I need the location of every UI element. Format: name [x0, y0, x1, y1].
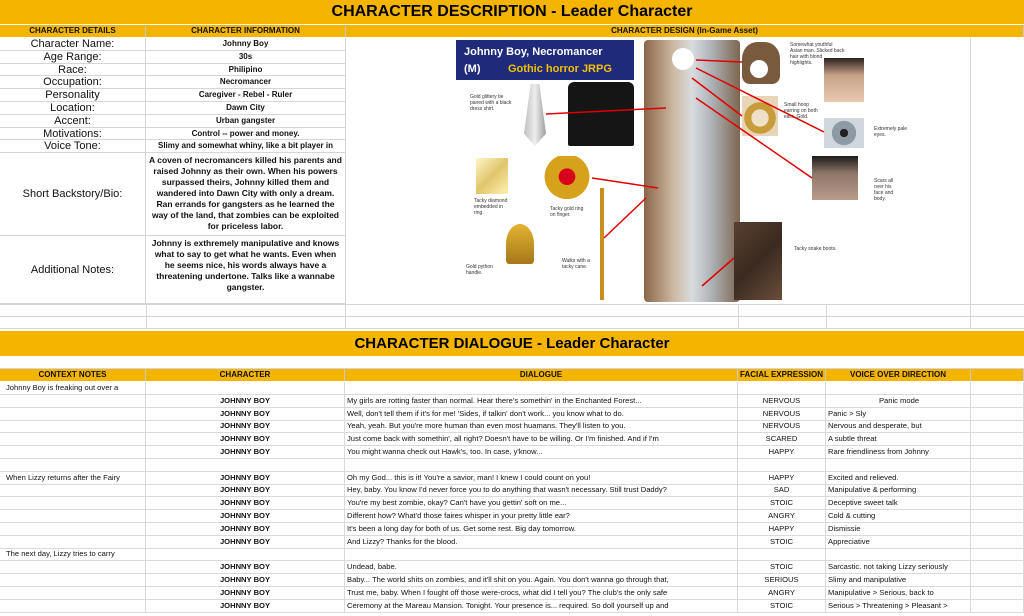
context-cell	[0, 484, 146, 497]
column-line	[146, 304, 147, 328]
column-line	[970, 38, 971, 328]
notes-text: Johnny is exthremely manipulative and knows what to say to get what he wants. Even when he seems nice, his words always have a threatening undertone. Talks like a wannabe gangster.	[146, 236, 346, 304]
facial-expression-cell: NERVOUS	[738, 420, 826, 433]
column-line	[826, 304, 827, 328]
dialogue-row	[0, 523, 1024, 536]
detail-value: Urban gangster	[146, 115, 346, 128]
facial-expression-cell: STOIC	[738, 536, 826, 549]
boots-note: Tacky snake boots.	[794, 246, 837, 252]
context-cell	[0, 497, 146, 510]
context-cell	[0, 587, 146, 600]
extra-cell	[971, 548, 1024, 561]
dialogue-cell: Undead, babe.	[345, 561, 738, 574]
context-cell	[0, 523, 146, 536]
detail-label: Character Name:	[0, 38, 146, 51]
design-genre: Gothic horror JRPG	[508, 63, 612, 75]
extra-cell	[971, 395, 1024, 408]
dialogue-cell: And Lizzy? Thanks for the blood.	[345, 536, 738, 549]
facial-expression-cell: STOIC	[738, 561, 826, 574]
dialogue-row	[0, 574, 1024, 587]
voice-over-cell: Sarcastic. not taking Lizzy seriously	[826, 561, 971, 574]
facial-expression-cell: STOIC	[738, 600, 826, 613]
context-cell	[0, 561, 146, 574]
character-cell: JOHNNY BOY	[146, 561, 345, 574]
dialogue-cell	[345, 382, 738, 395]
backstory-text: A coven of necromancers killed his parents and raised Johnny as their own. When his powers surpassed theirs, Johnny killed them and wandered into Dawn City with only a dream. Ran errands for gangsters as he learned the way of the land, that zombies can be exploited for priceless labor.	[146, 153, 346, 236]
detail-label: Motivations:	[0, 128, 146, 141]
context-cell	[0, 433, 146, 446]
detail-value: Caregiver - Rebel - Ruler	[146, 89, 346, 102]
detail-label: Accent:	[0, 115, 146, 128]
column-line	[738, 304, 739, 328]
dialogue-cell: Oh my God... this is it! You're a savior, man! I knew I could count on you!	[345, 472, 738, 485]
facial-expression-cell: HAPPY	[738, 523, 826, 536]
dialogue-row	[0, 395, 1024, 408]
arrow-tie	[546, 108, 666, 114]
detail-label: Voice Tone:	[0, 140, 146, 153]
detail-label: Personality	[0, 89, 146, 102]
dialogue-row	[0, 587, 1024, 600]
dialogue-row	[0, 561, 1024, 574]
hoop-note: Small hoop earring on both ears. Gold.	[784, 102, 818, 120]
detail-label: Race:	[0, 64, 146, 77]
character-cell: JOHNNY BOY	[146, 433, 345, 446]
dialogue-cell: Yeah, yeah. But you're more human than even most huamans. They'll listen to you.	[345, 420, 738, 433]
backstory-label: Short Backstory/Bio:	[0, 153, 146, 236]
voice-over-cell: Panic > Sly	[826, 408, 971, 421]
dialogue-row	[0, 446, 1024, 459]
voice-over-cell: Nervous and desperate, but	[826, 420, 971, 433]
facial-expression-cell: ANGRY	[738, 587, 826, 600]
voice-over-cell: Excited and relieved.	[826, 472, 971, 485]
cane-note: Walks with a tacky cane.	[562, 258, 590, 270]
dialogue-cell: Well, don't tell them if it's for me! 'Sides, if talkin' don't work... you know what to do.	[345, 408, 738, 421]
facial-expression-cell	[738, 459, 826, 472]
extra-cell	[971, 574, 1024, 587]
separator-line	[0, 304, 1024, 305]
facial-expression-cell	[738, 382, 826, 395]
context-cell	[0, 408, 146, 421]
dialogue-cell: You're my best zombie, okay? Can't have you gettin' soft on me...	[345, 497, 738, 510]
ring-note: Tacky gold ring on finger.	[550, 206, 584, 218]
voice-over-cell: Appreciative	[826, 536, 971, 549]
voice-over-cell: Panic mode	[826, 395, 971, 408]
description-banner	[0, 0, 1024, 24]
context-cell	[0, 459, 146, 472]
facial-expression-cell: NERVOUS	[738, 395, 826, 408]
dialogue-banner-text: CHARACTER DIALOGUE - Leader Character	[354, 335, 670, 352]
extra-cell	[971, 472, 1024, 485]
dialogue-row	[0, 510, 1024, 523]
python-note: Gold python handle.	[466, 264, 493, 276]
character-cell: JOHNNY BOY	[146, 472, 345, 485]
dialogue-row	[0, 600, 1024, 613]
context-cell: Johnny Boy is freaking out over a	[0, 382, 146, 395]
extra-cell	[971, 459, 1024, 472]
facial-expression-cell: SCARED	[738, 433, 826, 446]
detail-value: Philipino	[146, 64, 346, 77]
dialogue-row	[0, 472, 1024, 485]
voice-over-cell: A subtle threat	[826, 433, 971, 446]
character-cell: JOHNNY BOY	[146, 408, 345, 421]
dialogue-row	[0, 497, 1024, 510]
character-cell: JOHNNY BOY	[146, 395, 345, 408]
separator-line	[0, 316, 1024, 317]
context-cell	[0, 510, 146, 523]
dialogue-row	[0, 459, 1024, 472]
column-line	[345, 304, 346, 328]
dialogue-row	[0, 433, 1024, 446]
character-design-image	[346, 38, 970, 303]
extra-cell	[971, 561, 1024, 574]
context-cell: The next day, Lizzy tries to carry	[0, 548, 146, 561]
dialogue-cell	[345, 459, 738, 472]
context-cell	[0, 536, 146, 549]
context-cell: When Lizzy returns after the Fairy	[0, 472, 146, 485]
facial-expression-cell	[738, 548, 826, 561]
dialogue-banner	[0, 331, 1024, 356]
extra-cell	[971, 484, 1024, 497]
facial-expression-cell: NERVOUS	[738, 408, 826, 421]
arrow-cane	[604, 198, 646, 238]
facial-expression-cell: ANGRY	[738, 510, 826, 523]
detail-label: Location:	[0, 102, 146, 115]
header-facial-expression: FACIAL EXPRESSION	[738, 369, 826, 381]
header-character-design: CHARACTER DESIGN (In-Game Asset)	[346, 25, 1024, 37]
character-cell: JOHNNY BOY	[146, 497, 345, 510]
context-cell	[0, 574, 146, 587]
header-extra	[971, 369, 1024, 381]
voice-over-cell	[826, 548, 971, 561]
character-cell	[146, 459, 345, 472]
context-cell	[0, 446, 146, 459]
dialogue-row	[0, 382, 1024, 395]
extra-cell	[971, 382, 1024, 395]
dialogue-cell: Ceremony at the Mareau Mansion. Tonight. Your presence is... required. So doll yourself up and	[345, 600, 738, 613]
header-character-information: CHARACTER INFORMATION	[146, 25, 346, 37]
facial-expression-cell: HAPPY	[738, 446, 826, 459]
character-cell	[146, 548, 345, 561]
dialogue-row	[0, 408, 1024, 421]
detail-value: Slimy and somewhat whiny, like a bit player in	[146, 140, 346, 153]
extra-cell	[971, 408, 1024, 421]
character-cell: JOHNNY BOY	[146, 574, 345, 587]
extra-cell	[971, 536, 1024, 549]
arrow-scars	[696, 98, 812, 178]
voice-over-cell: Cold & cutting	[826, 510, 971, 523]
arrow-eye	[696, 68, 824, 132]
voice-over-cell	[826, 382, 971, 395]
dialogue-cell: Different how? What'd those faires whisper in your pretty little ear?	[345, 510, 738, 523]
arrow-hair	[696, 60, 742, 62]
detail-value: Control -- power and money.	[146, 128, 346, 141]
context-cell	[0, 600, 146, 613]
voice-over-cell: Dismissie	[826, 523, 971, 536]
character-cell: JOHNNY BOY	[146, 587, 345, 600]
voice-over-cell	[826, 459, 971, 472]
design-gender: (M)	[464, 63, 481, 75]
extra-cell	[971, 600, 1024, 613]
facial-expression-cell: HAPPY	[738, 472, 826, 485]
dialogue-cell: It's been a long day for both of us. Get some rest. Big day tomorrow.	[345, 523, 738, 536]
separator-line	[0, 328, 1024, 329]
dialogue-row	[0, 420, 1024, 433]
arrow-boots	[702, 258, 734, 286]
voice-over-cell: Serious > Threatening > Pleasant >	[826, 600, 971, 613]
detail-value: Johnny Boy	[146, 38, 346, 51]
extra-cell	[971, 433, 1024, 446]
dialogue-row	[0, 484, 1024, 497]
header-dialogue: DIALOGUE	[345, 369, 738, 381]
extra-cell	[971, 446, 1024, 459]
dialogue-cell: Baby... The world shits on zombies, and it'll shit on you. Again. You don't wanna go through that,	[345, 574, 738, 587]
design-arrows	[346, 38, 970, 303]
detail-value: Dawn City	[146, 102, 346, 115]
voice-over-cell: Slimy and manipulative	[826, 574, 971, 587]
facial-expression-cell: STOIC	[738, 497, 826, 510]
character-cell	[146, 382, 345, 395]
design-title: Johnny Boy, Necromancer	[464, 46, 603, 58]
dialogue-cell	[345, 548, 738, 561]
dialogue-cell: Just come back with somethin', all right? Doesn't have to be willing. Or I'm finished. And if I'm	[345, 433, 738, 446]
voice-over-cell: Deceptive sweet talk	[826, 497, 971, 510]
extra-cell	[971, 523, 1024, 536]
facial-expression-cell: SAD	[738, 484, 826, 497]
face-note: Somewhat youthful Asian man. Slicked back hair with blond highlights.	[790, 42, 845, 66]
detail-value: Necromancer	[146, 76, 346, 89]
extra-cell	[971, 420, 1024, 433]
context-cell	[0, 420, 146, 433]
dialogue-cell: My girls are rotting faster than normal. Hear there's somethin' in the Enchanted Forest...	[345, 395, 738, 408]
scars-note: Scars all over his face and body.	[874, 178, 894, 202]
character-cell: JOHNNY BOY	[146, 536, 345, 549]
extra-cell	[971, 510, 1024, 523]
arrow-earring	[692, 78, 742, 116]
dialogue-row	[0, 548, 1024, 561]
character-cell: JOHNNY BOY	[146, 420, 345, 433]
diamond-note: Tacky diamond embedded in ring.	[474, 198, 508, 216]
extra-cell	[971, 587, 1024, 600]
detail-label: Age Range:	[0, 51, 146, 64]
voice-over-cell: Manipulative > Serious, back to	[826, 587, 971, 600]
facial-expression-cell: SERIOUS	[738, 574, 826, 587]
header-character: CHARACTER	[146, 369, 345, 381]
character-cell: JOHNNY BOY	[146, 484, 345, 497]
dialogue-cell: Hey, baby. You know I'd never force you to do anything that wasn't necessary. Still trust Daddy?	[345, 484, 738, 497]
extra-cell	[971, 497, 1024, 510]
voice-over-cell: Manipulative & performing	[826, 484, 971, 497]
character-cell: JOHNNY BOY	[146, 600, 345, 613]
context-cell	[0, 395, 146, 408]
arrow-ring	[592, 178, 658, 188]
voice-over-cell: Rare friendliness from Johnny	[826, 446, 971, 459]
eyes-note: Extremely pale eyes.	[874, 126, 908, 138]
character-cell: JOHNNY BOY	[146, 510, 345, 523]
header-character-details: CHARACTER DETAILS	[0, 25, 146, 37]
character-cell: JOHNNY BOY	[146, 446, 345, 459]
header-voice-over-direction: VOICE OVER DIRECTION	[826, 369, 971, 381]
tie-note: Gold glittery tie paired with a black dress shirt.	[470, 94, 512, 112]
dialogue-row	[0, 536, 1024, 549]
detail-label: Occupation:	[0, 76, 146, 89]
header-context-notes: CONTEXT NOTES	[0, 369, 146, 381]
dialogue-cell: Trust me, baby. When I fought off those were-crocs, what did I tell you? The club's the only safe	[345, 587, 738, 600]
description-banner-text: CHARACTER DESCRIPTION - Leader Character	[331, 3, 693, 20]
dialogue-cell: You might wanna check out Hawk's, too. In case, y'know...	[345, 446, 738, 459]
detail-value: 30s	[146, 51, 346, 64]
character-cell: JOHNNY BOY	[146, 523, 345, 536]
notes-label: Additional Notes:	[0, 236, 146, 304]
